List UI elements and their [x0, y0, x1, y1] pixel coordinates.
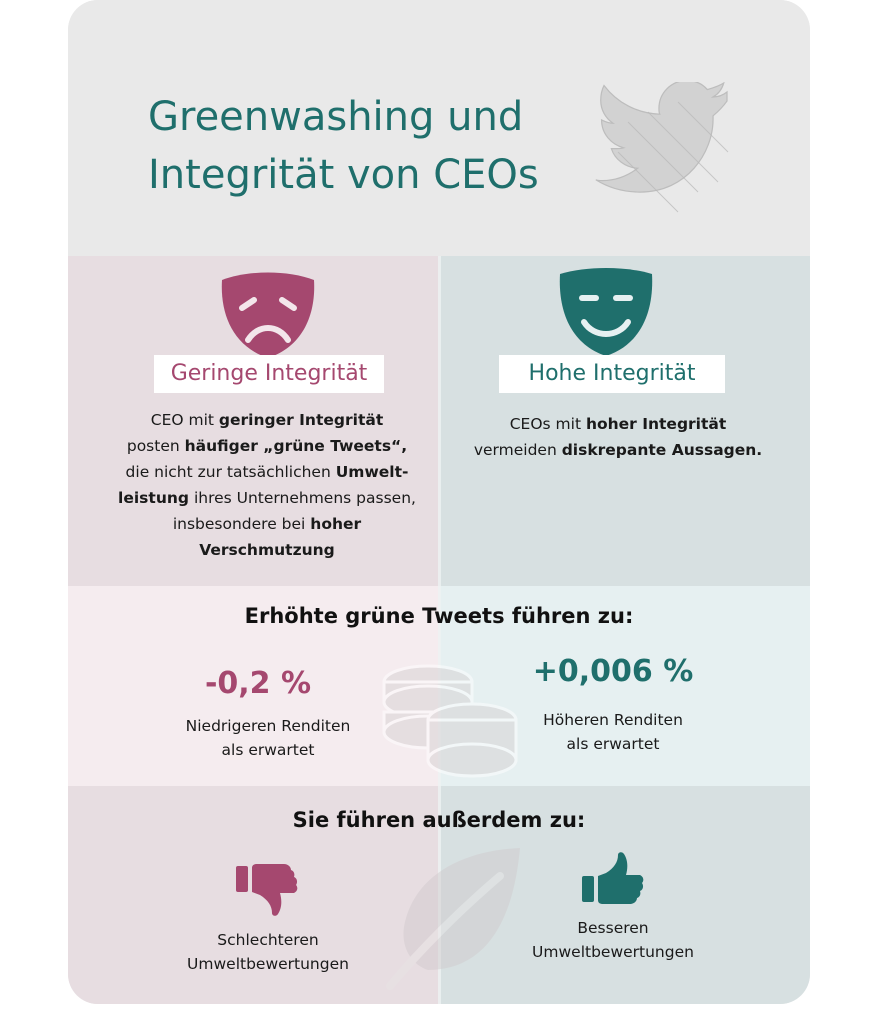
caption-line: Höheren Renditen — [543, 711, 683, 729]
happy-mask-icon — [558, 266, 654, 358]
infographic-card — [68, 0, 810, 1004]
caption-line: als erwartet — [566, 735, 660, 753]
caption-line: Besseren — [577, 919, 649, 937]
twitter-bird-icon — [588, 82, 758, 222]
low-integrity-label: Geringe Integrität — [154, 355, 384, 393]
higher-returns-caption — [508, 708, 718, 756]
title-line-1: Greenwashing und — [148, 94, 524, 140]
caption-line: Umweltbewertungen — [187, 955, 349, 973]
caption-line: Schlechteren — [217, 931, 319, 949]
desc-segment: CEO mit — [150, 411, 219, 429]
leaf-icon — [380, 840, 530, 990]
header — [68, 0, 810, 256]
thumbs-up-icon — [582, 850, 644, 906]
thumbs-down-icon — [236, 862, 298, 918]
desc-segment: vermeiden — [473, 441, 562, 459]
ratings-heading: Sie führen außerdem zu: — [292, 808, 586, 832]
lower-returns-caption — [158, 714, 378, 762]
lower-returns-value: -0,2 % — [204, 666, 312, 701]
higher-returns-value: +0,006 % — [532, 654, 694, 689]
desc-segment: hoher Verschmutzung — [199, 515, 362, 559]
desc-segment: diskrepante Aussagen. — [561, 441, 763, 459]
desc-segment: CEOs mit — [509, 415, 586, 433]
page-title — [148, 88, 608, 204]
desc-segment: hoher Integrität — [585, 415, 727, 433]
coins-icon — [380, 660, 520, 780]
caption-line: Niedrigeren Renditen — [185, 717, 351, 735]
caption-line: Umweltbewertungen — [532, 943, 694, 961]
desc-segment: posten — [126, 437, 185, 455]
desc-segment: die nicht zur tatsächlichen — [125, 463, 336, 481]
worse-ratings-caption — [158, 928, 378, 976]
better-ratings-caption — [508, 916, 718, 964]
caption-line: als erwartet — [221, 741, 315, 759]
desc-segment: Umwelt-leistung — [118, 463, 409, 507]
returns-heading: Erhöhte grüne Tweets führen zu: — [244, 604, 634, 628]
desc-segment: häufiger „grüne Tweets“, — [184, 437, 408, 455]
high-integrity-label: Hohe Integrität — [499, 355, 725, 393]
title-line-2: Integrität von CEOs — [148, 152, 539, 198]
low-integrity-description — [108, 407, 426, 563]
sad-mask-icon — [218, 268, 318, 360]
high-integrity-description — [463, 411, 773, 463]
desc-segment: geringer Integrität — [218, 411, 384, 429]
desc-segment: ihres Unternehmens passen, insbesondere bei — [172, 489, 416, 533]
